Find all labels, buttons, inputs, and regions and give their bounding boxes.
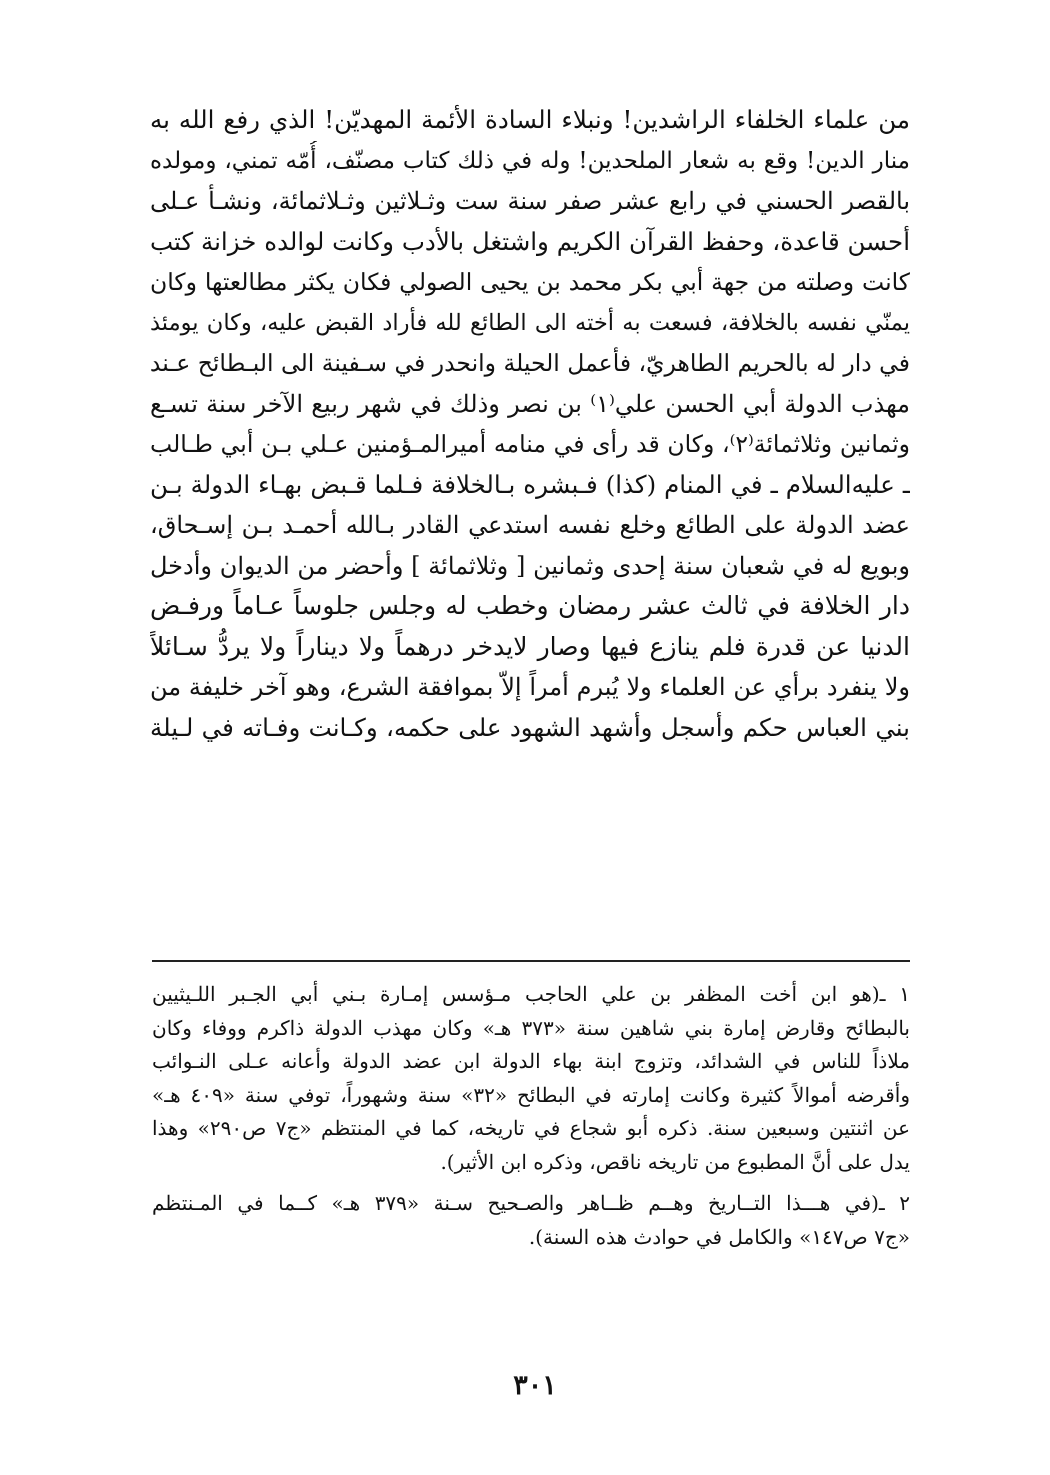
footnote-line: بالبطائح وقارض إمارة بني شاهين سنة «٣٧٣ هـ» وكان مهذب الدولة ذاكرم ووفاء وكان [152,1015,910,1040]
footnote-1 [152,978,910,1179]
footnote-gap [152,1179,910,1187]
text-line: من علماء الخلفاء الراشدين! ونبلاء السادة الأئمة المهديّن! الذي رفع الله به [150,105,910,134]
text-line: مهذب الدولة أبي الحسن علي⁽١⁾ بن نصر وذلك في شهر ربيع الآخر سنة تسـع [150,389,910,418]
footnote-2 [152,1187,910,1254]
footnote-separator [152,960,910,962]
footnote-line: ١ ـ(هو ابن أخت المظفر بن علي الحاجب مـؤسس إمـارة بـني أبي الجـبر اللـيثيين [152,982,910,1006]
footnote-line: «ج٧ ص١٤٧» والكامل في حوادث هذه السنة). [528,1224,910,1249]
text-line: منار الدين! وقع به شعار الملحدين! وله في ذلك كتاب مصنّف، أُمّه تمني، ومولده [150,147,910,174]
text-line: بالقصر الحسني في رابع عشر صفر سنة ست وثـلاثين وثـلاثمائة، ونشـأ عـلى [150,187,910,215]
page-number: ٣٠١ [513,1370,557,1401]
text-line: وثمانين وثلاثمائة⁽٢⁾، وكان قد رأى في منامه أميرالمـؤمنين عـلي بـن أبي طـالب [150,430,910,458]
footnote-line: يدل على أنَّ المطبوع من تاريخه ناقص، وذكره ابن الأثير). [440,1149,910,1174]
footnote-line: عن اثنتين وسبعين سنة. ذكره أبو شجاع في تاريخه، كما في المنتظم «ج٧ ص٢٩٠» وهذا [152,1116,910,1140]
text-line: بني العباس حكم وأسجل وأشهد الشهود على حكمه، وكـانت وفـاته في لـيلة [150,712,910,742]
footnote-line: ٢ ـ(في هـــذا التــاريخ وهــم ظــاهر والصـحيح سـنة «٣٧٩ هـ» كــما في المـنتظم [152,1191,910,1215]
text-line: عضد الدولة على الطائع وخلع نفسه استدعي القادر بـالله أحمـد بـن إسـحاق، [150,511,910,539]
text-line: دار الخلافة في ثالث عشر رمضان وخطب له وجلس جلوساً عـاماً ورفـض [150,591,910,620]
text-line: أحسن قاعدة، وحفظ القرآن الكريم واشتغل بالأدب وكانت لوالده خزانة كتب [150,226,910,256]
text-line: ولا ينفرد برأي عن العلماء ولا يُبرم أمراً إلاّ بموافقة الشرع، وهو آخر خليفة من [150,673,910,701]
footnote-line: وأقرضه أموالاً كثيرة وكانت إمارته في البطائح «٣٢» سنة وشهوراً، توفي سنة «٤٠٩ هـ» [152,1082,910,1107]
text-line: يمنّي نفسه بالخلافة، فسعت به أخته الى الطائع لله فأراد القبض عليه، وكان يومئذ [150,309,910,336]
text-line: الدنيا عن قدرة فلم ينازع فيها وصار لايدخر درهماً ولا ديناراً ولا يردُّ سـائلاً [150,631,910,661]
text-line: كانت وصلته من جهة أبي بكر محمد بن يحيى الصولي فكان يكثر مطالعتها وكان [150,268,910,296]
main-text [150,100,910,748]
text-line: في دار له بالحريم الطاهريّ، فأعمل الحيلة وانحدر في سـفينة الى البـطائح عـند [150,349,910,377]
text-line: ـ عليه‌السلام ـ في المنام (كذا) فـبشره بـالخلافة فـلما قـبض بهـاء الدولة بـن [150,469,910,499]
text-line: وبويع له في شعبان سنة إحدى وثمانين [ وثلاثمائة ] وأحضر من الديوان وأدخل [150,551,910,580]
footnote-line: ملاذاً للناس في الشدائد، وتزوج ابنة بهاء الدولة ابن عضد الدولة وأعانه عـلى النـوائب [152,1049,910,1073]
footnotes [152,978,910,1254]
